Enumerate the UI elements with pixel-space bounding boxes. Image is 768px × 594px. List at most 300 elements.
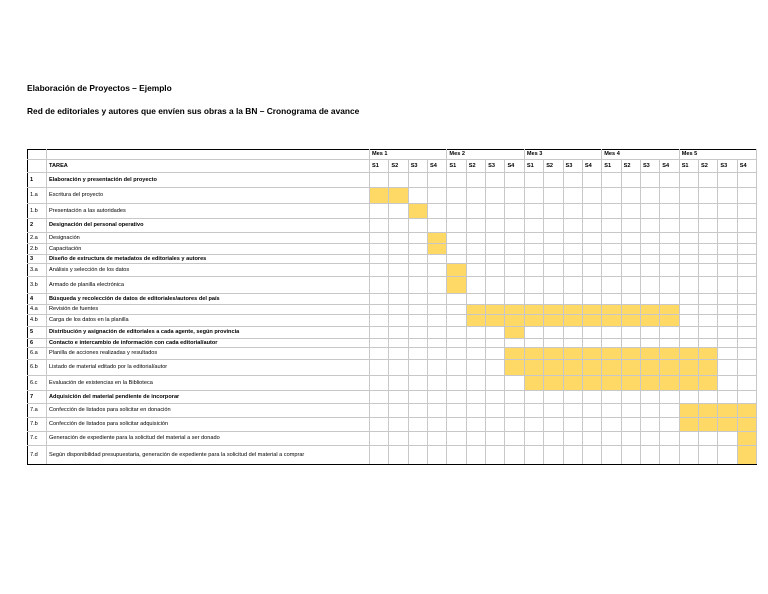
gantt-bar-cell	[563, 376, 582, 391]
gantt-empty-cell	[679, 391, 698, 404]
gantt-empty-cell	[602, 255, 621, 264]
task-row	[28, 376, 757, 391]
week-header: S2	[466, 160, 485, 173]
gantt-empty-cell	[640, 446, 659, 465]
gantt-empty-cell	[428, 376, 447, 391]
gantt-empty-cell	[447, 418, 466, 432]
week-header: S4	[428, 160, 447, 173]
gantt-empty-cell	[370, 204, 389, 219]
gantt-empty-cell	[505, 173, 524, 188]
gantt-bar-cell	[466, 315, 485, 327]
gantt-empty-cell	[389, 315, 408, 327]
gantt-empty-cell	[563, 188, 582, 204]
gantt-empty-cell	[621, 233, 640, 244]
gantt-empty-cell	[718, 446, 737, 465]
task-id: 6.c	[28, 376, 47, 391]
gantt-bar-cell	[737, 418, 756, 432]
gantt-empty-cell	[582, 327, 601, 339]
gantt-empty-cell	[679, 294, 698, 305]
gantt-bar-cell	[389, 188, 408, 204]
task-name: Análisis y selección de los datos	[47, 264, 370, 277]
gantt-bar-cell	[582, 305, 601, 315]
gantt-empty-cell	[563, 219, 582, 233]
gantt-empty-cell	[679, 339, 698, 348]
gantt-empty-cell	[447, 360, 466, 376]
gantt-empty-cell	[660, 255, 679, 264]
task-row	[28, 432, 757, 446]
gantt-empty-cell	[486, 255, 505, 264]
gantt-empty-cell	[466, 446, 485, 465]
gantt-bar-cell	[699, 418, 718, 432]
gantt-empty-cell	[466, 264, 485, 277]
gantt-bar-cell	[447, 277, 466, 294]
gantt-empty-cell	[621, 327, 640, 339]
gantt-empty-cell	[737, 305, 756, 315]
gantt-empty-cell	[660, 173, 679, 188]
gantt-empty-cell	[544, 255, 563, 264]
gantt-empty-cell	[660, 188, 679, 204]
gantt-empty-cell	[370, 327, 389, 339]
gantt-bar-cell	[621, 360, 640, 376]
gantt-empty-cell	[408, 315, 427, 327]
gantt-empty-cell	[621, 339, 640, 348]
gantt-bar-cell	[737, 404, 756, 418]
gantt-empty-cell	[544, 173, 563, 188]
gantt-empty-cell	[389, 327, 408, 339]
gantt-empty-cell	[428, 360, 447, 376]
gantt-empty-cell	[447, 348, 466, 360]
gantt-empty-cell	[486, 294, 505, 305]
task-row	[28, 404, 757, 418]
gantt-empty-cell	[737, 188, 756, 204]
section-title: Búsqueda y recolección de datos de editoriales/autores del país	[47, 294, 370, 305]
gantt-bar-cell	[602, 305, 621, 315]
gantt-empty-cell	[602, 327, 621, 339]
gantt-empty-cell	[544, 391, 563, 404]
task-id: 7.c	[28, 432, 47, 446]
gantt-bar-cell	[486, 305, 505, 315]
task-row	[28, 204, 757, 219]
gantt-empty-cell	[389, 219, 408, 233]
gantt-empty-cell	[563, 404, 582, 418]
month-header: Mes 4	[602, 150, 679, 160]
gantt-empty-cell	[486, 233, 505, 244]
gantt-empty-cell	[679, 233, 698, 244]
gantt-bar-cell	[640, 360, 659, 376]
task-id: 4.b	[28, 315, 47, 327]
gantt-empty-cell	[699, 188, 718, 204]
gantt-empty-cell	[486, 418, 505, 432]
gantt-bar-cell	[447, 264, 466, 277]
gantt-empty-cell	[602, 219, 621, 233]
gantt-bar-cell	[408, 204, 427, 219]
gantt-empty-cell	[389, 173, 408, 188]
gantt-bar-cell	[679, 376, 698, 391]
gantt-empty-cell	[544, 264, 563, 277]
gantt-empty-cell	[718, 255, 737, 264]
gantt-empty-cell	[370, 391, 389, 404]
gantt-empty-cell	[466, 418, 485, 432]
task-id: 2	[28, 219, 47, 233]
task-name: Según disponibilidad presupuestaria, generación de expediente para la solicitud del material a comprar	[47, 446, 370, 465]
gantt-empty-cell	[447, 315, 466, 327]
gantt-empty-cell	[699, 255, 718, 264]
task-row	[28, 244, 757, 255]
gantt-empty-cell	[524, 188, 543, 204]
gantt-empty-cell	[660, 446, 679, 465]
gantt-empty-cell	[563, 391, 582, 404]
gantt-empty-cell	[370, 446, 389, 465]
gantt-empty-cell	[563, 446, 582, 465]
section-row	[28, 327, 757, 339]
gantt-empty-cell	[370, 277, 389, 294]
gantt-empty-cell	[486, 348, 505, 360]
gantt-empty-cell	[428, 294, 447, 305]
gantt-empty-cell	[486, 264, 505, 277]
gantt-empty-cell	[660, 294, 679, 305]
gantt-empty-cell	[718, 264, 737, 277]
gantt-empty-cell	[408, 391, 427, 404]
gantt-empty-cell	[699, 315, 718, 327]
gantt-empty-cell	[505, 376, 524, 391]
gantt-empty-cell	[447, 339, 466, 348]
gantt-empty-cell	[544, 432, 563, 446]
gantt-empty-cell	[486, 391, 505, 404]
gantt-empty-cell	[370, 255, 389, 264]
gantt-empty-cell	[505, 244, 524, 255]
gantt-bar-cell	[602, 315, 621, 327]
week-header: S1	[602, 160, 621, 173]
gantt-empty-cell	[389, 264, 408, 277]
gantt-empty-cell	[486, 404, 505, 418]
gantt-empty-cell	[582, 294, 601, 305]
gantt-empty-cell	[699, 244, 718, 255]
gantt-empty-cell	[486, 173, 505, 188]
gantt-empty-cell	[699, 233, 718, 244]
gantt-empty-cell	[563, 233, 582, 244]
gantt-empty-cell	[447, 294, 466, 305]
gantt-bar-cell	[563, 305, 582, 315]
gantt-bar-cell	[582, 315, 601, 327]
gantt-empty-cell	[718, 219, 737, 233]
gantt-empty-cell	[389, 376, 408, 391]
section-title: Designación del personal operativo	[47, 219, 370, 233]
gantt-empty-cell	[621, 446, 640, 465]
gantt-empty-cell	[447, 173, 466, 188]
gantt-empty-cell	[640, 255, 659, 264]
gantt-empty-cell	[718, 233, 737, 244]
gantt-empty-cell	[602, 173, 621, 188]
gantt-empty-cell	[582, 418, 601, 432]
gantt-empty-cell	[582, 219, 601, 233]
gantt-empty-cell	[621, 391, 640, 404]
section-row	[28, 294, 757, 305]
gantt-empty-cell	[466, 327, 485, 339]
gantt-empty-cell	[602, 244, 621, 255]
gantt-bar-cell	[621, 348, 640, 360]
gantt-empty-cell	[505, 255, 524, 264]
gantt-empty-cell	[389, 432, 408, 446]
month-header: Mes 2	[447, 150, 524, 160]
gantt-empty-cell	[563, 264, 582, 277]
gantt-empty-cell	[486, 339, 505, 348]
gantt-empty-cell	[466, 391, 485, 404]
gantt-empty-cell	[640, 244, 659, 255]
gantt-empty-cell	[718, 376, 737, 391]
gantt-bar-cell	[428, 233, 447, 244]
gantt-bar-cell	[640, 315, 659, 327]
gantt-empty-cell	[447, 255, 466, 264]
week-header: S3	[486, 160, 505, 173]
gantt-empty-cell	[621, 173, 640, 188]
task-row	[28, 446, 757, 465]
task-id: 4	[28, 294, 47, 305]
task-row	[28, 348, 757, 360]
task-name: Generación de expediente para la solicitud del material a ser donado	[47, 432, 370, 446]
gantt-empty-cell	[447, 204, 466, 219]
gantt-empty-cell	[621, 294, 640, 305]
gantt-empty-cell	[486, 219, 505, 233]
task-id: 1.a	[28, 188, 47, 204]
task-id: 3.b	[28, 277, 47, 294]
gantt-empty-cell	[718, 391, 737, 404]
gantt-empty-cell	[582, 404, 601, 418]
section-title: Diseño de estructura de metadatos de editoriales y autores	[47, 255, 370, 264]
gantt-empty-cell	[582, 255, 601, 264]
task-row	[28, 418, 757, 432]
task-id: 3	[28, 255, 47, 264]
gantt-empty-cell	[524, 446, 543, 465]
gantt-empty-cell	[466, 376, 485, 391]
gantt-empty-cell	[621, 219, 640, 233]
gantt-bar-cell	[563, 348, 582, 360]
month-header: Mes 1	[370, 150, 447, 160]
gantt-empty-cell	[621, 277, 640, 294]
gantt-bar-cell	[505, 360, 524, 376]
gantt-empty-cell	[660, 404, 679, 418]
gantt-empty-cell	[466, 339, 485, 348]
gantt-empty-cell	[699, 173, 718, 188]
gantt-empty-cell	[582, 188, 601, 204]
gantt-bar-cell	[621, 315, 640, 327]
gantt-empty-cell	[524, 391, 543, 404]
gantt-empty-cell	[679, 315, 698, 327]
gantt-empty-cell	[737, 294, 756, 305]
gantt-bar-cell	[563, 360, 582, 376]
gantt-empty-cell	[699, 219, 718, 233]
gantt-bar-cell	[544, 315, 563, 327]
gantt-empty-cell	[524, 173, 543, 188]
gantt-empty-cell	[544, 219, 563, 233]
gantt-empty-cell	[640, 391, 659, 404]
gantt-empty-cell	[428, 255, 447, 264]
task-id: 5	[28, 327, 47, 339]
task-id: 7	[28, 391, 47, 404]
gantt-empty-cell	[389, 204, 408, 219]
gantt-empty-cell	[582, 446, 601, 465]
gantt-empty-cell	[640, 219, 659, 233]
task-row	[28, 305, 757, 315]
task-name: Armado de planilla electrónica	[47, 277, 370, 294]
week-header: S4	[660, 160, 679, 173]
gantt-empty-cell	[544, 404, 563, 418]
gantt-empty-cell	[408, 264, 427, 277]
gantt-empty-cell	[428, 446, 447, 465]
gantt-empty-cell	[621, 255, 640, 264]
section-row	[28, 255, 757, 264]
gantt-bar-cell	[602, 376, 621, 391]
gantt-empty-cell	[408, 173, 427, 188]
gantt-empty-cell	[679, 305, 698, 315]
gantt-empty-cell	[466, 404, 485, 418]
week-header: S2	[389, 160, 408, 173]
gantt-bar-cell	[737, 446, 756, 465]
gantt-empty-cell	[428, 188, 447, 204]
gantt-empty-cell	[447, 391, 466, 404]
gantt-empty-cell	[524, 339, 543, 348]
gantt-bar-cell	[466, 305, 485, 315]
gantt-empty-cell	[544, 277, 563, 294]
gantt-empty-cell	[718, 315, 737, 327]
gantt-empty-cell	[660, 219, 679, 233]
gantt-empty-cell	[602, 391, 621, 404]
gantt-empty-cell	[660, 432, 679, 446]
header-blank-cell	[47, 150, 370, 160]
gantt-empty-cell	[660, 339, 679, 348]
gantt-empty-cell	[505, 339, 524, 348]
gantt-bar-cell	[544, 376, 563, 391]
gantt-bar-cell	[679, 348, 698, 360]
gantt-empty-cell	[408, 446, 427, 465]
gantt-empty-cell	[428, 173, 447, 188]
gantt-empty-cell	[466, 219, 485, 233]
gantt-empty-cell	[486, 376, 505, 391]
task-row	[28, 277, 757, 294]
gantt-empty-cell	[447, 233, 466, 244]
gantt-bar-cell	[370, 188, 389, 204]
gantt-empty-cell	[389, 277, 408, 294]
gantt-empty-cell	[563, 432, 582, 446]
gantt-empty-cell	[640, 204, 659, 219]
task-name: Listado de material editado por la editorial/autor	[47, 360, 370, 376]
gantt-empty-cell	[621, 432, 640, 446]
section-title: Distribución y asignación de editoriales a cada agente, según provincia	[47, 327, 370, 339]
gantt-empty-cell	[640, 339, 659, 348]
gantt-empty-cell	[524, 204, 543, 219]
gantt-empty-cell	[428, 305, 447, 315]
gantt-bar-cell	[660, 360, 679, 376]
gantt-empty-cell	[737, 264, 756, 277]
gantt-empty-cell	[466, 173, 485, 188]
gantt-empty-cell	[660, 391, 679, 404]
gantt-empty-cell	[679, 188, 698, 204]
gantt-bar-cell	[582, 376, 601, 391]
section-row	[28, 391, 757, 404]
gantt-empty-cell	[640, 418, 659, 432]
task-id: 2.a	[28, 233, 47, 244]
task-row	[28, 315, 757, 327]
gantt-empty-cell	[524, 327, 543, 339]
gantt-empty-cell	[408, 418, 427, 432]
gantt-bar-cell	[718, 418, 737, 432]
gantt-empty-cell	[505, 432, 524, 446]
gantt-empty-cell	[428, 348, 447, 360]
gantt-empty-cell	[466, 360, 485, 376]
gantt-bar-cell	[505, 348, 524, 360]
gantt-empty-cell	[602, 264, 621, 277]
gantt-bar-cell	[640, 305, 659, 315]
gantt-empty-cell	[524, 432, 543, 446]
gantt-empty-cell	[737, 233, 756, 244]
gantt-empty-cell	[737, 339, 756, 348]
gantt-empty-cell	[582, 432, 601, 446]
gantt-empty-cell	[505, 219, 524, 233]
gantt-empty-cell	[466, 244, 485, 255]
gantt-bar-cell	[660, 376, 679, 391]
gantt-empty-cell	[524, 233, 543, 244]
task-id: 6.b	[28, 360, 47, 376]
gantt-empty-cell	[370, 294, 389, 305]
gantt-bar-cell	[699, 376, 718, 391]
task-name: Presentación a las autoridades	[47, 204, 370, 219]
gantt-empty-cell	[505, 391, 524, 404]
gantt-bar-cell	[544, 348, 563, 360]
gantt-empty-cell	[370, 376, 389, 391]
gantt-empty-cell	[602, 188, 621, 204]
gantt-bar-cell	[524, 315, 543, 327]
gantt-empty-cell	[640, 327, 659, 339]
gantt-empty-cell	[389, 244, 408, 255]
task-name: Carga de los datos en la planilla	[47, 315, 370, 327]
header-blank-cell	[28, 150, 47, 160]
gantt-empty-cell	[718, 432, 737, 446]
gantt-empty-cell	[486, 446, 505, 465]
gantt-empty-cell	[505, 233, 524, 244]
gantt-empty-cell	[389, 348, 408, 360]
gantt-empty-cell	[563, 204, 582, 219]
gantt-empty-cell	[370, 404, 389, 418]
gantt-bar-cell	[602, 360, 621, 376]
gantt-bar-cell	[737, 432, 756, 446]
gantt-empty-cell	[544, 446, 563, 465]
gantt-empty-cell	[370, 219, 389, 233]
gantt-bar-cell	[428, 244, 447, 255]
gantt-empty-cell	[699, 264, 718, 277]
gantt-empty-cell	[389, 360, 408, 376]
gantt-empty-cell	[486, 432, 505, 446]
task-id: 7.d	[28, 446, 47, 465]
gantt-empty-cell	[718, 188, 737, 204]
gantt-empty-cell	[447, 432, 466, 446]
gantt-bar-cell	[679, 418, 698, 432]
gantt-empty-cell	[370, 173, 389, 188]
gantt-empty-cell	[408, 327, 427, 339]
gantt-empty-cell	[602, 233, 621, 244]
gantt-empty-cell	[582, 391, 601, 404]
gantt-empty-cell	[699, 327, 718, 339]
gantt-empty-cell	[447, 446, 466, 465]
task-name: Escritura del proyecto	[47, 188, 370, 204]
gantt-empty-cell	[602, 446, 621, 465]
gantt-empty-cell	[602, 204, 621, 219]
task-id: 3.a	[28, 264, 47, 277]
gantt-empty-cell	[563, 294, 582, 305]
gantt-empty-cell	[524, 244, 543, 255]
gantt-empty-cell	[640, 264, 659, 277]
gantt-empty-cell	[718, 327, 737, 339]
gantt-empty-cell	[408, 294, 427, 305]
task-name: Designación	[47, 233, 370, 244]
